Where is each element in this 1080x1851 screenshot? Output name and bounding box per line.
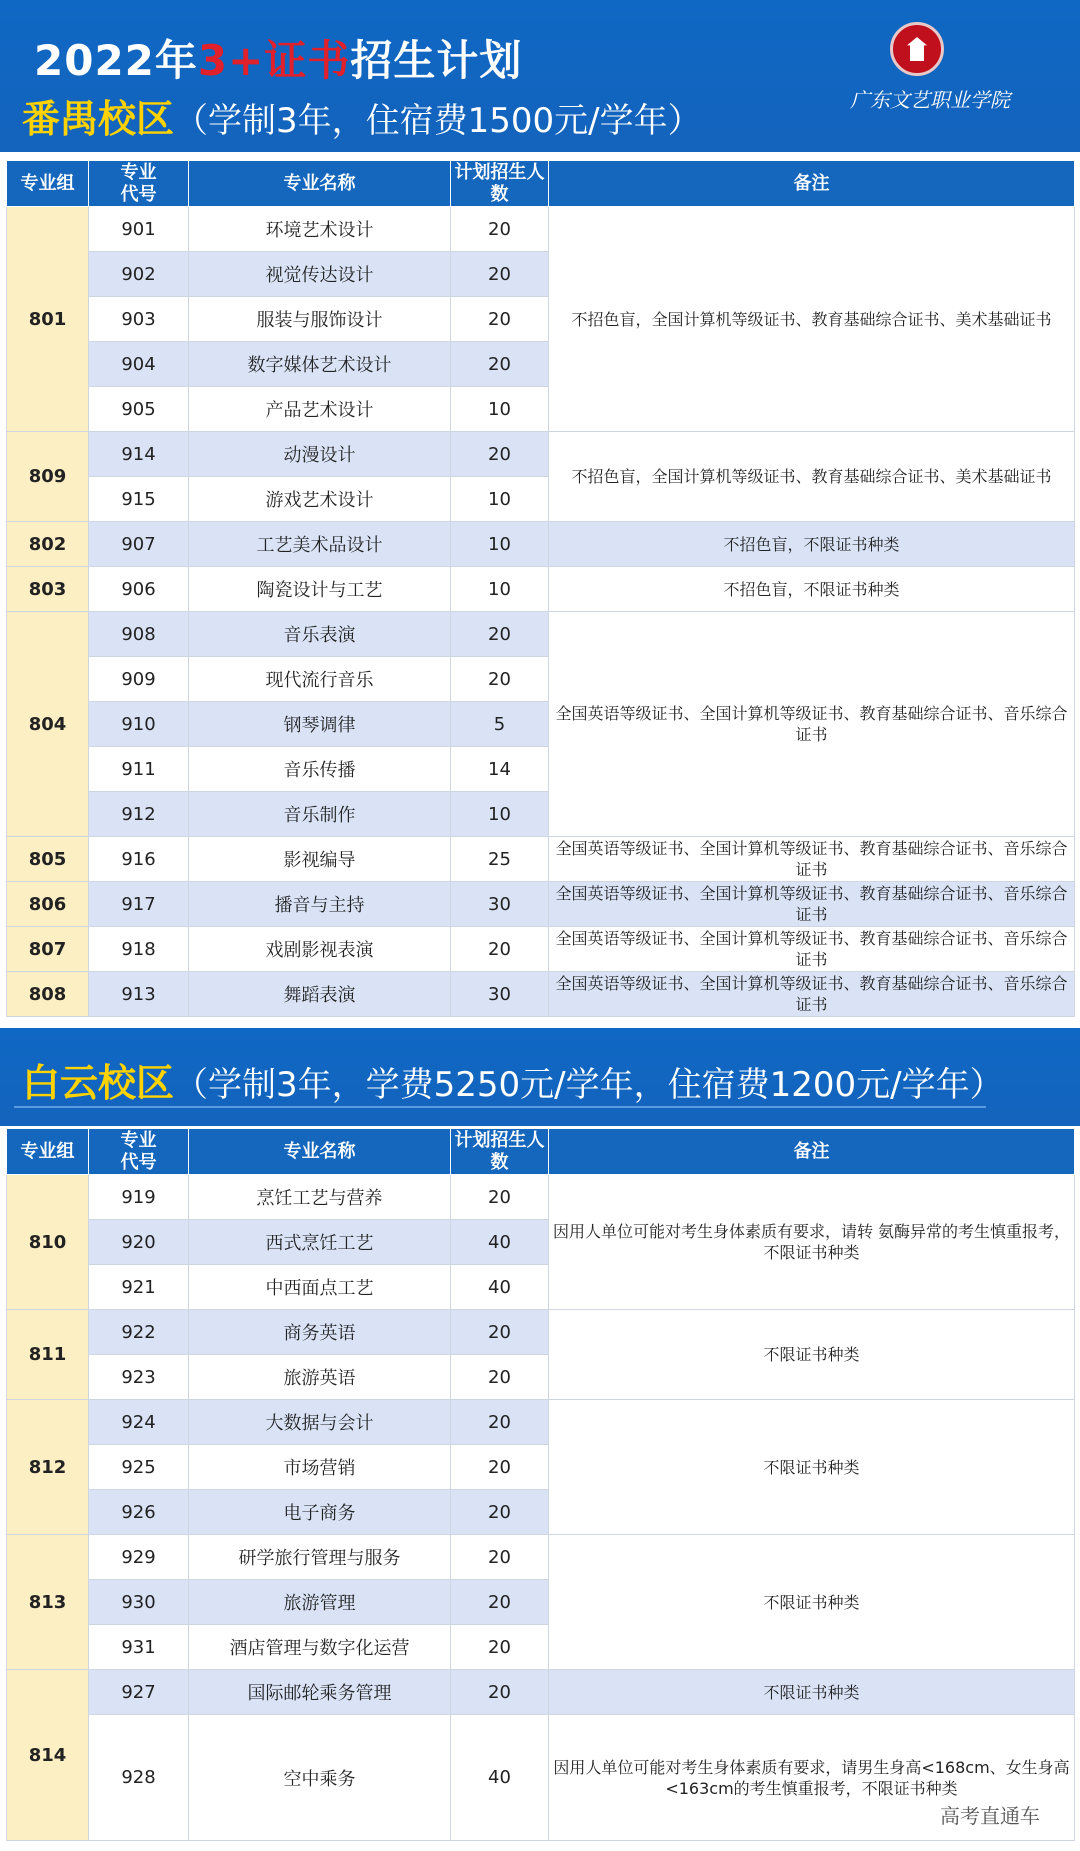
- count-cell: 5: [451, 702, 549, 747]
- group-cell: 814: [7, 1670, 89, 1841]
- note-cell: 因用人单位可能对考生身体素质有要求，请转 氨酶异常的考生慎重报考，不限证书种类: [549, 1175, 1075, 1310]
- code-cell: 925: [89, 1445, 189, 1490]
- name-cell: 旅游英语: [189, 1355, 451, 1400]
- name-cell: 大数据与会计: [189, 1400, 451, 1445]
- table-row: [7, 432, 1075, 477]
- table-row: [7, 1670, 1075, 1715]
- note-cell: 不限证书种类: [549, 1670, 1075, 1715]
- note-cell: 不招色盲，全国计算机等级证书、教育基础综合证书、美术基础证书: [549, 207, 1075, 432]
- group-cell: 806: [7, 882, 89, 927]
- header-banner: [0, 0, 1080, 152]
- count-cell: 10: [451, 477, 549, 522]
- count-cell: 20: [451, 1535, 549, 1580]
- code-cell: 901: [89, 207, 189, 252]
- table-header-row: [7, 161, 1075, 207]
- code-cell: 919: [89, 1175, 189, 1220]
- count-cell: 10: [451, 792, 549, 837]
- name-cell: 商务英语: [189, 1310, 451, 1355]
- table-row: [7, 837, 1075, 882]
- code-cell: 931: [89, 1625, 189, 1670]
- code-cell: 911: [89, 747, 189, 792]
- note-cell: 全国英语等级证书、全国计算机等级证书、教育基础综合证书、音乐综合证书: [549, 612, 1075, 837]
- header-group: 专业组: [7, 161, 89, 207]
- count-cell: 20: [451, 1175, 549, 1220]
- table-row: [7, 522, 1075, 567]
- code-cell: 915: [89, 477, 189, 522]
- table-row: [7, 927, 1075, 972]
- code-cell: 904: [89, 342, 189, 387]
- table-row: [7, 1310, 1075, 1355]
- header-note: 备注: [549, 161, 1075, 207]
- campus-title-panyu: 番禺校区（学制3年，住宿费1500元/学年）: [22, 97, 702, 141]
- table-row: [7, 612, 1075, 657]
- name-cell: 影视编导: [189, 837, 451, 882]
- code-cell: 913: [89, 972, 189, 1017]
- code-cell: 909: [89, 657, 189, 702]
- count-cell: 20: [451, 612, 549, 657]
- table-row: [7, 1400, 1075, 1445]
- name-cell: 中西面点工艺: [189, 1265, 451, 1310]
- count-cell: 20: [451, 252, 549, 297]
- code-cell: 923: [89, 1355, 189, 1400]
- code-cell: 930: [89, 1580, 189, 1625]
- note-cell: 不招色盲，全国计算机等级证书、教育基础综合证书、美术基础证书: [549, 432, 1075, 522]
- count-cell: 20: [451, 927, 549, 972]
- code-cell: 908: [89, 612, 189, 657]
- name-cell: 游戏艺术设计: [189, 477, 451, 522]
- count-cell: 20: [451, 1400, 549, 1445]
- count-cell: 20: [451, 297, 549, 342]
- table-row: [7, 1715, 1075, 1841]
- name-cell: 音乐表演: [189, 612, 451, 657]
- count-cell: 20: [451, 1355, 549, 1400]
- name-cell: 电子商务: [189, 1490, 451, 1535]
- group-cell: 808: [7, 972, 89, 1017]
- code-cell: 906: [89, 567, 189, 612]
- code-cell: 917: [89, 882, 189, 927]
- count-cell: 25: [451, 837, 549, 882]
- header-code: 专业 代号: [89, 1129, 189, 1175]
- table-row: [7, 882, 1075, 927]
- school-logo: 广东文艺职业学院: [880, 22, 1050, 122]
- count-cell: 40: [451, 1715, 549, 1841]
- page-title: 2022年3+证书招生计划: [34, 36, 523, 85]
- campus-title-baiyun: 白云校区（学制3年，学费5250元/学年，住宿费1200元/学年）: [22, 1061, 1004, 1105]
- school-emblem-icon: [890, 22, 944, 76]
- name-cell: 钢琴调律: [189, 702, 451, 747]
- name-cell: 陶瓷设计与工艺: [189, 567, 451, 612]
- code-cell: 929: [89, 1535, 189, 1580]
- count-cell: 20: [451, 1670, 549, 1715]
- table-row: [7, 207, 1075, 252]
- name-cell: 音乐传播: [189, 747, 451, 792]
- code-cell: 924: [89, 1400, 189, 1445]
- name-cell: 服装与服饰设计: [189, 297, 451, 342]
- table-row: [7, 1175, 1075, 1220]
- note-cell: 全国英语等级证书、全国计算机等级证书、教育基础综合证书、音乐综合证书: [549, 972, 1075, 1017]
- group-cell: 803: [7, 567, 89, 612]
- count-cell: 40: [451, 1265, 549, 1310]
- name-cell: 国际邮轮乘务管理: [189, 1670, 451, 1715]
- name-cell: 视觉传达设计: [189, 252, 451, 297]
- name-cell: 产品艺术设计: [189, 387, 451, 432]
- header-note: 备注: [549, 1129, 1075, 1175]
- name-cell: 空中乘务: [189, 1715, 451, 1841]
- note-cell: 全国英语等级证书、全国计算机等级证书、教育基础综合证书、音乐综合证书: [549, 837, 1075, 882]
- group-cell: 801: [7, 207, 89, 432]
- count-cell: 20: [451, 432, 549, 477]
- code-cell: 921: [89, 1265, 189, 1310]
- group-cell: 804: [7, 612, 89, 837]
- table-header-row: [7, 1129, 1075, 1175]
- group-cell: 810: [7, 1175, 89, 1310]
- count-cell: 10: [451, 567, 549, 612]
- count-cell: 10: [451, 522, 549, 567]
- code-cell: 910: [89, 702, 189, 747]
- name-cell: 西式烹饪工艺: [189, 1220, 451, 1265]
- group-cell: 802: [7, 522, 89, 567]
- code-cell: 912: [89, 792, 189, 837]
- header-group: 专业组: [7, 1129, 89, 1175]
- name-cell: 戏剧影视表演: [189, 927, 451, 972]
- code-cell: 928: [89, 1715, 189, 1841]
- count-cell: 20: [451, 1580, 549, 1625]
- header-name: 专业名称: [189, 161, 451, 207]
- code-cell: 920: [89, 1220, 189, 1265]
- group-cell: 812: [7, 1400, 89, 1535]
- note-cell: 全国英语等级证书、全国计算机等级证书、教育基础综合证书、音乐综合证书: [549, 927, 1075, 972]
- group-cell: 813: [7, 1535, 89, 1670]
- code-cell: 926: [89, 1490, 189, 1535]
- note-cell: 不限证书种类: [549, 1400, 1075, 1535]
- code-cell: 916: [89, 837, 189, 882]
- name-cell: 工艺美术品设计: [189, 522, 451, 567]
- enrollment-table-baiyun: [6, 1128, 1075, 1841]
- name-cell: 市场营销: [189, 1445, 451, 1490]
- count-cell: 30: [451, 882, 549, 927]
- code-cell: 922: [89, 1310, 189, 1355]
- count-cell: 10: [451, 387, 549, 432]
- code-cell: 907: [89, 522, 189, 567]
- header-code: 专业 代号: [89, 161, 189, 207]
- name-cell: 音乐制作: [189, 792, 451, 837]
- count-cell: 20: [451, 657, 549, 702]
- name-cell: 研学旅行管理与服务: [189, 1535, 451, 1580]
- count-cell: 30: [451, 972, 549, 1017]
- count-cell: 20: [451, 342, 549, 387]
- name-cell: 动漫设计: [189, 432, 451, 477]
- header-name: 专业名称: [189, 1129, 451, 1175]
- table-row: [7, 1535, 1075, 1580]
- name-cell: 酒店管理与数字化运营: [189, 1625, 451, 1670]
- group-cell: 807: [7, 927, 89, 972]
- enrollment-table-panyu: [6, 160, 1075, 1017]
- count-cell: 20: [451, 1445, 549, 1490]
- group-cell: 811: [7, 1310, 89, 1400]
- name-cell: 播音与主持: [189, 882, 451, 927]
- note-cell: 不限证书种类: [549, 1310, 1075, 1400]
- count-cell: 20: [451, 207, 549, 252]
- code-cell: 902: [89, 252, 189, 297]
- watermark: 高考直通车: [940, 1804, 1040, 1828]
- count-cell: 20: [451, 1490, 549, 1535]
- code-cell: 903: [89, 297, 189, 342]
- table-row: [7, 972, 1075, 1017]
- note-cell: 不招色盲，不限证书种类: [549, 522, 1075, 567]
- table-row: [7, 567, 1075, 612]
- count-cell: 20: [451, 1310, 549, 1355]
- name-cell: 烹饪工艺与营养: [189, 1175, 451, 1220]
- divider: [14, 1106, 986, 1108]
- name-cell: 旅游管理: [189, 1580, 451, 1625]
- count-cell: 14: [451, 747, 549, 792]
- header-count: 计划招生人数: [451, 1129, 549, 1175]
- header-count: 计划招生人数: [451, 161, 549, 207]
- name-cell: 舞蹈表演: [189, 972, 451, 1017]
- name-cell: 现代流行音乐: [189, 657, 451, 702]
- code-cell: 927: [89, 1670, 189, 1715]
- code-cell: 905: [89, 387, 189, 432]
- count-cell: 20: [451, 1625, 549, 1670]
- group-cell: 805: [7, 837, 89, 882]
- note-cell: 因用人单位可能对考生身体素质有要求，请男生身高<168cm、女生身高<163cm的考生慎重报考，不限证书种类: [549, 1715, 1075, 1841]
- note-cell: 全国英语等级证书、全国计算机等级证书、教育基础综合证书、音乐综合证书: [549, 882, 1075, 927]
- note-cell: 不限证书种类: [549, 1535, 1075, 1670]
- count-cell: 40: [451, 1220, 549, 1265]
- note-cell: 不招色盲，不限证书种类: [549, 567, 1075, 612]
- group-cell: 809: [7, 432, 89, 522]
- name-cell: 环境艺术设计: [189, 207, 451, 252]
- code-cell: 914: [89, 432, 189, 477]
- name-cell: 数字媒体艺术设计: [189, 342, 451, 387]
- code-cell: 918: [89, 927, 189, 972]
